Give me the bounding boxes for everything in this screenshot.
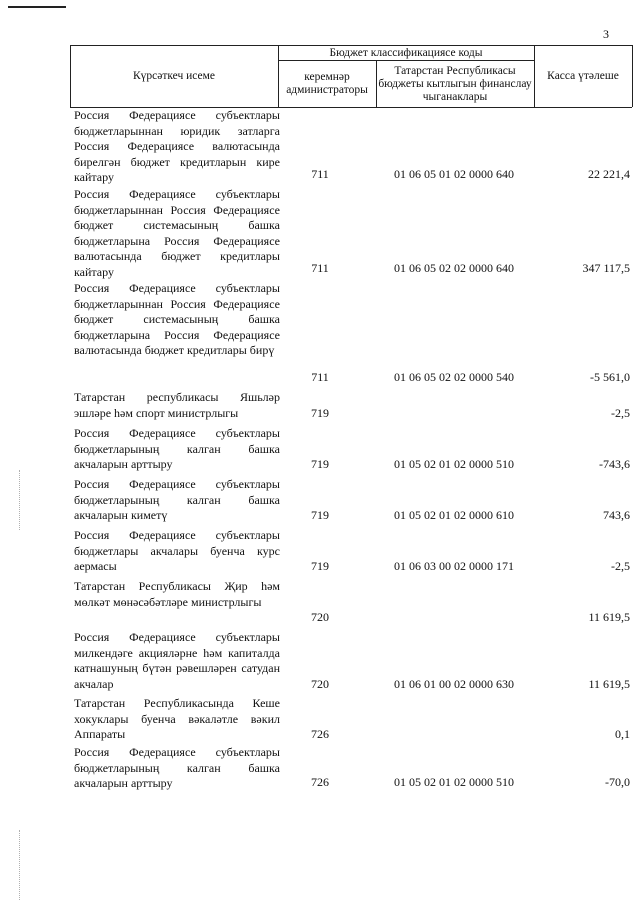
row-amount: -5 561,0 [590,370,630,384]
table-row [74,108,634,182]
row-admin: 711 [311,370,329,384]
header-cash: Касса үтәлеше [547,70,619,82]
row-amount: -743,6 [599,457,630,471]
row-name: Россия Федерациясе субъектлары бюджетларыннан юридик затларга Россия Федерациясе валютасында бирелгән бюджет кредитларын кире кайтару [74,108,280,184]
row-code: 01 05 02 01 02 0000 610 [394,508,514,522]
table-row [74,630,634,692]
row-name: Россия Федерациясе субъектлары бюджетлары акчалары буенча курс аермасы [74,528,280,573]
row-name: Татарстан республикасы Яшьләр эшләре һәм спорт министрлыгы [74,390,280,420]
row-name: Татарстан Республикасында Кеше хокуклары буенча вәкаләтле вәкил Аппараты [74,696,280,741]
row-code: 01 05 02 01 02 0000 510 [394,775,514,789]
row-admin: 719 [311,508,329,522]
table-row [74,579,634,625]
table-border [632,45,633,107]
header-budget-codes: Бюджет классификациясе коды [329,46,483,59]
row-admin: 720 [311,677,329,691]
row-admin: 711 [311,167,329,181]
table-row [74,696,634,742]
row-code: 01 06 03 00 02 0000 171 [394,559,514,573]
row-amount: 11 619,5 [588,610,630,624]
header-administrators: керемнәр администраторы [286,71,368,96]
table-row [74,528,634,574]
row-name: Россия Федерациясе субъектлары бюджетларының калган башка акчаларын арттыру [74,426,280,471]
row-amount: 0,1 [615,727,630,741]
header-tatarstan-sources: Татарстан Республикасы бюджеты кытлыгын финанслау чыганаклары [378,64,532,103]
row-amount: 743,6 [603,508,630,522]
table-row [74,426,634,472]
row-admin: 719 [311,559,329,573]
header-indicator: Күрсәткеч исеме [132,70,216,82]
row-name: Россия Федерациясе субъектлары бюджетларыннан Россия Федерациясе бюджет системасының башка бюджетларына Россия Федерациясе валютасында бюджет кредитлары бирү [74,281,280,357]
row-name: Россия Федерациясе субъектлары бюджетларыннан Россия Федерациясе бюджет системасының башка бюджетларына Россия Федерациясе валютасында бюджет кредитлары кайтару [74,187,280,279]
row-name: Татарстан Республикасы Җир һәм мөлкәт мөнәсәбәтләре министрлыгы [74,579,280,609]
row-admin: 719 [311,406,329,420]
row-admin: 720 [311,610,329,624]
row-code: 01 06 05 02 02 0000 540 [394,370,514,384]
row-admin: 726 [311,775,329,789]
table-row [74,281,634,385]
row-code: 01 06 05 02 02 0000 640 [394,261,514,275]
table-row [74,477,634,523]
table-row [74,187,634,279]
row-amount: -2,5 [611,406,630,420]
row-amount: -70,0 [605,775,630,789]
row-admin: 719 [311,457,329,471]
table-row [74,390,634,421]
row-name: Россия Федерациясе субъектлары бюджетларының калган башка акчаларын киметү [74,477,280,522]
row-admin: 726 [311,727,329,741]
row-code: 01 06 05 01 02 0000 640 [394,167,514,181]
row-amount: -2,5 [611,559,630,573]
row-code: 01 06 01 00 02 0000 630 [394,677,514,691]
row-amount: 22 221,4 [588,167,630,181]
table-row [74,745,634,790]
page-number: 3 [603,27,609,41]
row-name: Россия Федерациясе субъектлары бюджетларының калган башка акчаларын арттыру [74,745,280,790]
row-name: Россия Федерациясе субъектлары милкендәге акцияләрне һәм капиталда катнашуның бүтән рәвешләрен сатудан акчалар [74,630,280,691]
row-amount: 347 117,5 [582,261,630,275]
row-admin: 711 [311,261,329,275]
row-code: 01 05 02 01 02 0000 510 [394,457,514,471]
row-amount: 11 619,5 [588,677,630,691]
